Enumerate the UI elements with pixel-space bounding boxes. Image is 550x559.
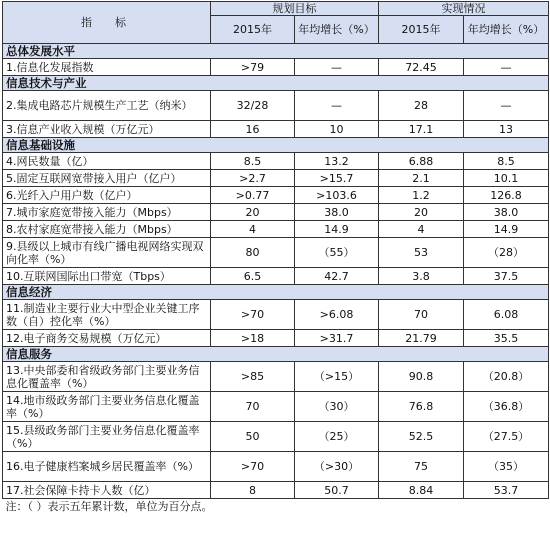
table-row <box>3 187 549 204</box>
plan-2015-value: 4 <box>211 221 295 238</box>
actual-growth-value: 14.9 <box>464 221 549 238</box>
indicator-table-container <box>2 1 548 514</box>
actual-2015-value: 6.88 <box>379 153 464 170</box>
table-row <box>3 362 549 392</box>
actual-2015-value: 20 <box>379 204 464 221</box>
plan-growth-value: — <box>295 59 379 76</box>
actual-2015-value: 3.8 <box>379 268 464 285</box>
table-row <box>3 170 549 187</box>
section-title: 信息基础设施 <box>3 138 549 153</box>
section-header <box>3 44 549 59</box>
plan-growth-value: >103.6 <box>295 187 379 204</box>
actual-2015-value: 8.84 <box>379 482 464 499</box>
indicator-name: 10.互联网国际出口带宽（Tbps） <box>3 268 211 285</box>
actual-growth-value: — <box>464 91 549 121</box>
indicator-name: 1.信息化发展指数 <box>3 59 211 76</box>
table-row <box>3 300 549 330</box>
header-plan-year: 2015年 <box>211 16 295 44</box>
table-row <box>3 482 549 499</box>
actual-growth-value: 126.8 <box>464 187 549 204</box>
indicator-table <box>2 1 549 514</box>
plan-2015-value: >18 <box>211 330 295 347</box>
indicator-name: 16.电子健康档案城乡居民覆盖率（%） <box>3 452 211 482</box>
plan-2015-value: >0.77 <box>211 187 295 204</box>
indicator-name: 3.信息产业收入规模（万亿元） <box>3 121 211 138</box>
plan-growth-value: （25） <box>295 422 379 452</box>
plan-growth-value: （>30） <box>295 452 379 482</box>
plan-2015-value: 32/28 <box>211 91 295 121</box>
header-planned: 规划目标 <box>211 2 379 16</box>
plan-growth-value: 13.2 <box>295 153 379 170</box>
actual-growth-value: （36.8） <box>464 392 549 422</box>
section-title: 总体发展水平 <box>3 44 549 59</box>
table-row <box>3 59 549 76</box>
actual-growth-value: 35.5 <box>464 330 549 347</box>
indicator-name: 12.电子商务交易规模（万亿元） <box>3 330 211 347</box>
plan-2015-value: 6.5 <box>211 268 295 285</box>
header-plan-growth: 年均增长（%） <box>295 16 379 44</box>
plan-2015-value: 80 <box>211 238 295 268</box>
table-body <box>3 44 549 515</box>
plan-growth-value: — <box>295 91 379 121</box>
indicator-name: 17.社会保障卡持卡人数（亿） <box>3 482 211 499</box>
plan-growth-value: （55） <box>295 238 379 268</box>
plan-2015-value: 8.5 <box>211 153 295 170</box>
actual-2015-value: 53 <box>379 238 464 268</box>
section-title: 信息服务 <box>3 347 549 362</box>
section-header <box>3 76 549 91</box>
actual-2015-value: 21.79 <box>379 330 464 347</box>
plan-growth-value: 38.0 <box>295 204 379 221</box>
plan-2015-value: >79 <box>211 59 295 76</box>
indicator-name: 15.县级政务部门主要业务信息化覆盖率（%） <box>3 422 211 452</box>
actual-growth-value: 37.5 <box>464 268 549 285</box>
indicator-name: 6.光纤入户用户数（亿户） <box>3 187 211 204</box>
table-row <box>3 422 549 452</box>
table-row <box>3 330 549 347</box>
plan-2015-value: >70 <box>211 300 295 330</box>
table-row <box>3 121 549 138</box>
actual-growth-value: 38.0 <box>464 204 549 221</box>
table-row <box>3 452 549 482</box>
actual-2015-value: 1.2 <box>379 187 464 204</box>
plan-2015-value: >70 <box>211 452 295 482</box>
actual-growth-value: （35） <box>464 452 549 482</box>
actual-growth-value: — <box>464 59 549 76</box>
header-achieved: 实现情况 <box>379 2 549 16</box>
indicator-name: 2.集成电路芯片规模生产工艺（纳米） <box>3 91 211 121</box>
actual-growth-value: 8.5 <box>464 153 549 170</box>
section-header <box>3 138 549 153</box>
table-row <box>3 91 549 121</box>
section-header <box>3 347 549 362</box>
actual-2015-value: 76.8 <box>379 392 464 422</box>
plan-growth-value: >31.7 <box>295 330 379 347</box>
actual-growth-value: （20.8） <box>464 362 549 392</box>
actual-2015-value: 70 <box>379 300 464 330</box>
actual-2015-value: 90.8 <box>379 362 464 392</box>
plan-growth-value: >15.7 <box>295 170 379 187</box>
plan-2015-value: 20 <box>211 204 295 221</box>
table-row <box>3 204 549 221</box>
header-actual-growth: 年均增长（%） <box>464 16 549 44</box>
indicator-name: 13.中央部委和省级政务部门主要业务信息化覆盖率（%） <box>3 362 211 392</box>
plan-growth-value: 10 <box>295 121 379 138</box>
actual-2015-value: 52.5 <box>379 422 464 452</box>
actual-2015-value: 28 <box>379 91 464 121</box>
table-note: 注：（ ）表示五年累计数，单位为百分点。 <box>3 499 549 515</box>
table-row <box>3 221 549 238</box>
plan-2015-value: 50 <box>211 422 295 452</box>
plan-2015-value: >2.7 <box>211 170 295 187</box>
plan-growth-value: 42.7 <box>295 268 379 285</box>
indicator-name: 14.地市级政务部门主要业务信息化覆盖率（%） <box>3 392 211 422</box>
actual-2015-value: 4 <box>379 221 464 238</box>
plan-2015-value: 16 <box>211 121 295 138</box>
plan-growth-value: 14.9 <box>295 221 379 238</box>
actual-2015-value: 2.1 <box>379 170 464 187</box>
plan-growth-value: （>15） <box>295 362 379 392</box>
table-row <box>3 268 549 285</box>
actual-2015-value: 17.1 <box>379 121 464 138</box>
indicator-name: 9.县级以上城市有线广播电视网络实现双向化率（%） <box>3 238 211 268</box>
plan-growth-value: 50.7 <box>295 482 379 499</box>
table-row <box>3 153 549 170</box>
section-title: 信息技术与产业 <box>3 76 549 91</box>
indicator-name: 5.固定互联网宽带接入用户（亿户） <box>3 170 211 187</box>
note-row <box>3 499 549 515</box>
header-actual-year: 2015年 <box>379 16 464 44</box>
actual-growth-value: 13 <box>464 121 549 138</box>
table-row <box>3 392 549 422</box>
header-indicator: 指 标 <box>3 2 211 44</box>
section-title: 信息经济 <box>3 285 549 300</box>
plan-2015-value: 8 <box>211 482 295 499</box>
actual-growth-value: （28） <box>464 238 549 268</box>
plan-growth-value: >6.08 <box>295 300 379 330</box>
table-row <box>3 238 549 268</box>
actual-2015-value: 75 <box>379 452 464 482</box>
actual-growth-value: （27.5） <box>464 422 549 452</box>
indicator-name: 8.农村家庭宽带接入能力（Mbps） <box>3 221 211 238</box>
actual-growth-value: 6.08 <box>464 300 549 330</box>
section-header <box>3 285 549 300</box>
actual-growth-value: 10.1 <box>464 170 549 187</box>
plan-2015-value: >85 <box>211 362 295 392</box>
plan-2015-value: 70 <box>211 392 295 422</box>
actual-2015-value: 72.45 <box>379 59 464 76</box>
plan-growth-value: （30） <box>295 392 379 422</box>
indicator-name: 4.网民数量（亿） <box>3 153 211 170</box>
indicator-name: 11.制造业主要行业大中型企业关键工序数（自）控化率（%） <box>3 300 211 330</box>
indicator-name: 7.城市家庭宽带接入能力（Mbps） <box>3 204 211 221</box>
actual-growth-value: 53.7 <box>464 482 549 499</box>
